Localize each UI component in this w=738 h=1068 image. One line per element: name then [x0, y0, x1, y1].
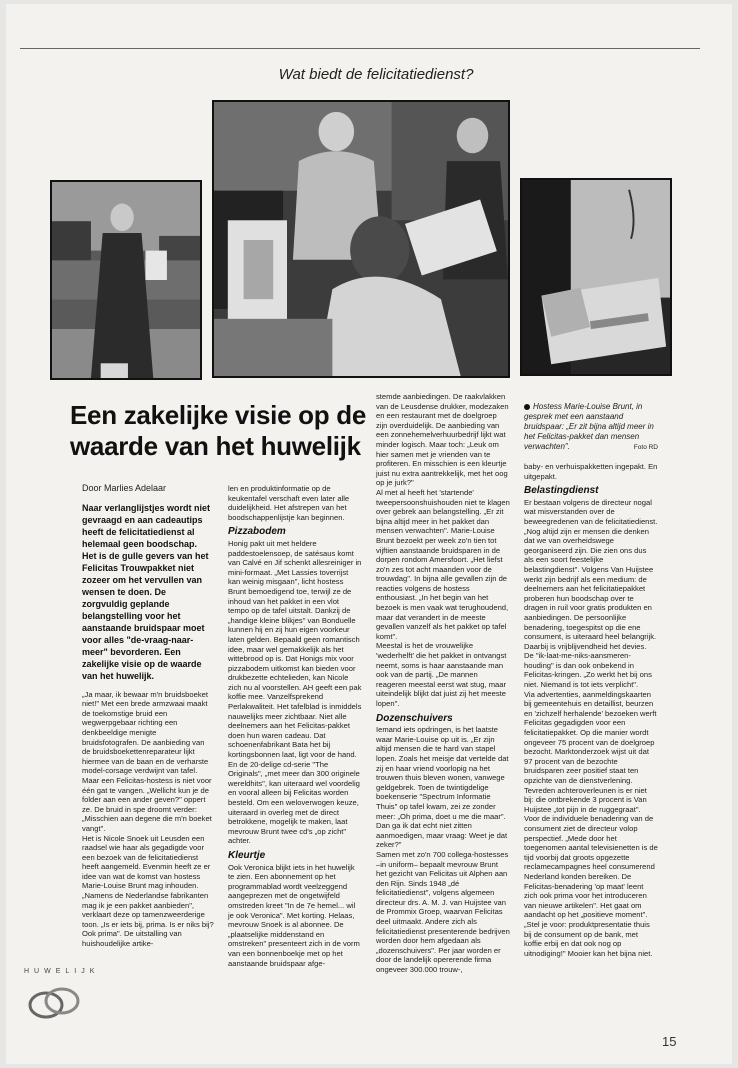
paragraph: Honig pakt uit met heldere paddestoelensoep, de satésaus komt van Calvé en Jif schenkt allesreiniger in mini-formaat. „Met Lassies toverrijst kan weinig misgaan", licht hostess Brunt bemoedigend toe, terwijl ze de inhoud van het pakket in een vlot tempo op de tafel uitstalt. Dankzij de „handige kleine blikjes" van Bonduelle kunnen hij en zij hun eigen voorkeur laten gelden. Bepaald geen romantisch idee, maar wel gemakkelijk als het wittebrood op is. Dat Honigs mix voor pizzabodem uitkomst kan bieden voor drukbezette echtelieden, kan Nicole zich nu al voorstellen. AH geeft een pak koffie mee. Vanzelfsprekend Perlakwaliteit. Het tafelblad is inmiddels nauwelijks meer zichtbaar. Niet alle deelnemers aan het Felicitas-pakket doen hun waren cadeau. Dat schoenenfabrikant Bata het bij kortingsbonnen laat, ligt voor de hand. En de 20-delige cd-serie "The Originals", „met meer dan 300 originele wereldhits", kan uiteraard wel voordelig en vooral alleen bij Felicitas worden besteld. Om een weloverwogen keuze, uiteraard in overleg met de direct betrokkene, mogelijk te maken, laat mevrouw Brunt twee cd's „op zicht" achter. — [228, 538, 362, 846]
paragraph: Iemand iets opdringen, is het laatste waar Marie-Louise op uit is. „Er zijn altijd mensen die te hard van stapel lopen. Zoals het meisje dat vertelde dat zij en haar vriend voorlopig na het trouwen thuis bleven wonen, vanwege geldgebrek. Toen de twintigdelige boekenserie "Spectrum Informatie Thuis" op tafel kwam, zei ze zonder meer: „Oh prima, doet u me die maar". Dan ga ik dat echt niet zitten aanmoedigen, maar vraag: Weet je dat zeker?" — [376, 725, 509, 850]
article-column-2 — [228, 484, 362, 968]
paragraph: len en produktinformatie op de keukentafel verschaft even later alle duidelijkheid. Het afstrepen van het boodschappenlijstje kan beginnen. — [228, 484, 350, 522]
subheading-pizzabodem: Pizzabodem — [228, 526, 286, 538]
photo-felicitas-box — [520, 178, 672, 376]
article-column-1 — [82, 484, 214, 949]
paragraph: Al met al heeft het 'startende' tweepersoonshuishouden niet te klagen over gebrek aan belangstelling. „Er zit bijna altijd meer in het pakket dan mensen verwachten". Marie-Louise Brunt bezoekt per week zo'n tien tot vijftien aanstaande bruidsparen in de dorpen rondom Amersfoort. „Het liefst zo'n zes tot acht maanden voor de trouwdag". In bijna alle gevallen zijn de reacties volgens de hostess enthousiast. „In het begin van het bezoek is men vaak wat terughoudend, maar dat verandert in de meeste gevallen vanzelf als het pakket op tafel komt". — [376, 487, 510, 641]
paragraph: baby- en verhuispakketten ingepakt. En uitgepakt. — [524, 462, 658, 481]
paragraph: stemde aanbiedingen. De raakvlakken van de Leusdense drukker, modezaken en een restaurant met de doelgroep zijn overduidelijk. De aanbieding van een zonnehemelverhuurbedrijf lijkt wat minder logisch. Maar toch: „Leuk om hier samen met je vrienden van te profiteren. En misschien is een kleurtje juist nu extra aantrekkelijk, met het oog op je jurk?" — [376, 392, 509, 488]
photo-caption — [524, 402, 658, 452]
subheading-kleurtje: Kleurtje — [228, 849, 266, 861]
paragraph: „Ja maar, ik bewaar m'n bruidsboeket niet!" Met een brede armzwaai maakt de toekomstige bruid een wegwerpgebaar richting een denkbeeldige menigte bruidsfotografen. De aanbieding van de bruidsboekettenreparateur lijkt hiermee van de baan en de verharste model-corsage verdwijnt van tafel. Maar een Felicitas-hostess is niet voor één gat te vangen. „Wellicht kun je de folder aan een ander geven?" oppert ze. De bruid in spe droomt verder: „Misschien aan degene die m'n boeket vangt". — [82, 689, 212, 833]
byline: Door Marlies Adelaar — [82, 483, 167, 493]
top-rule — [20, 48, 700, 49]
paragraph: Meestal is het de vrouwelijke 'wederhelft' die het pakket in ontvangst neemt, soms is haar aanstaande man ook van de partij. „De mannen reageren meestal eerst wat stug, maar uiteindelijk blijkt dat juist zij het meeste lopen". — [376, 641, 507, 708]
article-intro: Naar verlanglijstjes wordt niet gevraagd en aan cadeautips heeft de felicitatiedienst al helemaal geen boodschap. Het is de gulle gevers van het Felicitas Trouwpakket niet zozeer om het vervullen van wensen te doen. De zorgvuldig geplande belangstelling voor het aanstaande bruidspaar moet voor alles "de-vraag-naar-meer" bevorderen. Een zakelijke visie op de waarde van het huwelijk. — [82, 502, 211, 681]
article-headline: Een zakelijke visie op de waarde van het huwelijk — [70, 400, 366, 461]
subheading-dozenschuivers: Dozenschuivers — [376, 712, 453, 724]
bullet-icon — [524, 404, 530, 410]
subheading-belastingdienst: Belastingdienst — [524, 485, 599, 497]
paragraph: Via advertenties, aanmeldingskaarten bij gemeentehuis en detaillist, beurzen en 'zichzelf herhalende' bezoeken werft Felicitas gegadigden voor een felicitatiepakket. Op die manier wordt ongeveer 75 procent van de doelgroep bezocht. Marktonderzoek wijst uit dat 97 procent van de bezochte bruidsparen zeer positief staat ten opzichte van de dienstverlening. Tevreden achteroverleunen is er niet bij: die ontbrekende 3 procent is Van Huijstee „tot pijn in de ruggegraat". — [524, 689, 657, 814]
photo-hostess-outdoor — [50, 180, 202, 380]
wedding-rings-icon — [24, 979, 84, 1025]
photo-credit: Foto RD — [633, 444, 658, 451]
article-column-4 — [524, 402, 658, 958]
magazine-page — [6, 4, 732, 1064]
paragraph: Het is Nicole Snoek uit Leusden een raadsel wie haar als gegadigde voor een bezoek van de felicitatiedienst heeft aangemeld. Evenmin heeft ze er idee van wat de komst van hostess Marie-Louise Brunt mag inhouden. „Namens de Nederlandse fabrikanten mag ik je een pakket aanbieden", verklaart deze op tamenzweerderige toon. „Is er iets bij, prima. Is er niks bij? Ook prima". De uitstalling van huishoudelijke artike- — [82, 833, 214, 949]
photo-hostess-meeting — [212, 100, 510, 378]
page-number: 15 — [662, 1034, 677, 1049]
paragraph: Samen met zo'n 700 collega-hostesses –in uniform– bepaalt mevrouw Brunt het gezicht van Felicitas uit Alphen aan den Rijn. Sinds 1948 „dé felicitatiedienst", volgens algemeen directeur drs. A. M. J. van Huijstee van de Prommix Groep, waarvan Felicitas deel uitmaakt. Andere zich als felicitatiedienst presenterende bedrijven worden door hem afgedaan als „dozenschuivers". Per jaar worden er door de landelijk opererende firma ongeveer 300.000 trouw-, — [376, 849, 510, 975]
paragraph: Voor de individuele benadering van de consument ziet de directeur volop perspectief. „Mede door het toegenomen aantal televisienetten is de tijd voorbij dat groots opgezette reclamecampagnes heel consumerend Nederland konden bereiken. De Felicitas-benadering 'op maat' leent zich ook prima voor het introduceren van nieuwe artikelen". Het gaat om aandacht op het „positieve moment". „Stel je voor: produktpresentatie thuis bij de consument op de bank, met koffie erbij en dat ook nog op uitnodiging!" Mooier kan het bijna niet. — [524, 814, 658, 958]
logo-wordmark: HUWELIJK — [24, 968, 100, 975]
kicker: Wat biedt de felicitatiedienst? — [278, 66, 474, 83]
paragraph: Ook Veronica blijkt iets in het huwelijk te zien. Een abonnement op het programmablad wordt veelzeggend aangeprezen met de ongetwijfeld omstreden kreet "In de 7e hemel... wil je ook Veronica". Met korting. Helaas, mevrouw Snoek is al abonnee. De „plaatselijke middenstand en omstreken" presenteert zich in de vorm van een bonnenboekje met op het aanstaande bruidspaar afge- — [228, 862, 360, 968]
article-column-3 — [376, 392, 510, 975]
section-logo — [24, 968, 104, 1038]
paragraph: Er bestaan volgens de directeur nogal wat misverstanden over de beweegredenen van de felicitatiedienst. „Nog altijd zijn er mensen die denken dat we van overheidswege georganiseerd zijn. Die zien ons dus als een soort feestelijke belastingdienst". Volgens Van Huijstee werkt zijn bedrijf als een medium: de deelnemers aan het felicitatiepakket proberen hun boodschap over te dragen in ruil voor gratis produkten en aanbiedingen. De persoonlijke benadering, toegespitst op die ene consument, is uiteraard heel belangrijk. Daarbij is vrijblijvendheid het devies. De "ik-laat-me-niks-aansmeren-houding" is dan ook onbekend in Felicitas-kringen. „Zo werkt het bij ons niet. Niemand is tot iets verplicht". — [524, 497, 658, 690]
caption-text: Hostess Marie-Louise Brunt, in gesprek met een aanstaand bruidspaar: „Er zit bijna altijd meer in het Felicitas-pakket dan mensen verwachten". — [524, 402, 654, 451]
